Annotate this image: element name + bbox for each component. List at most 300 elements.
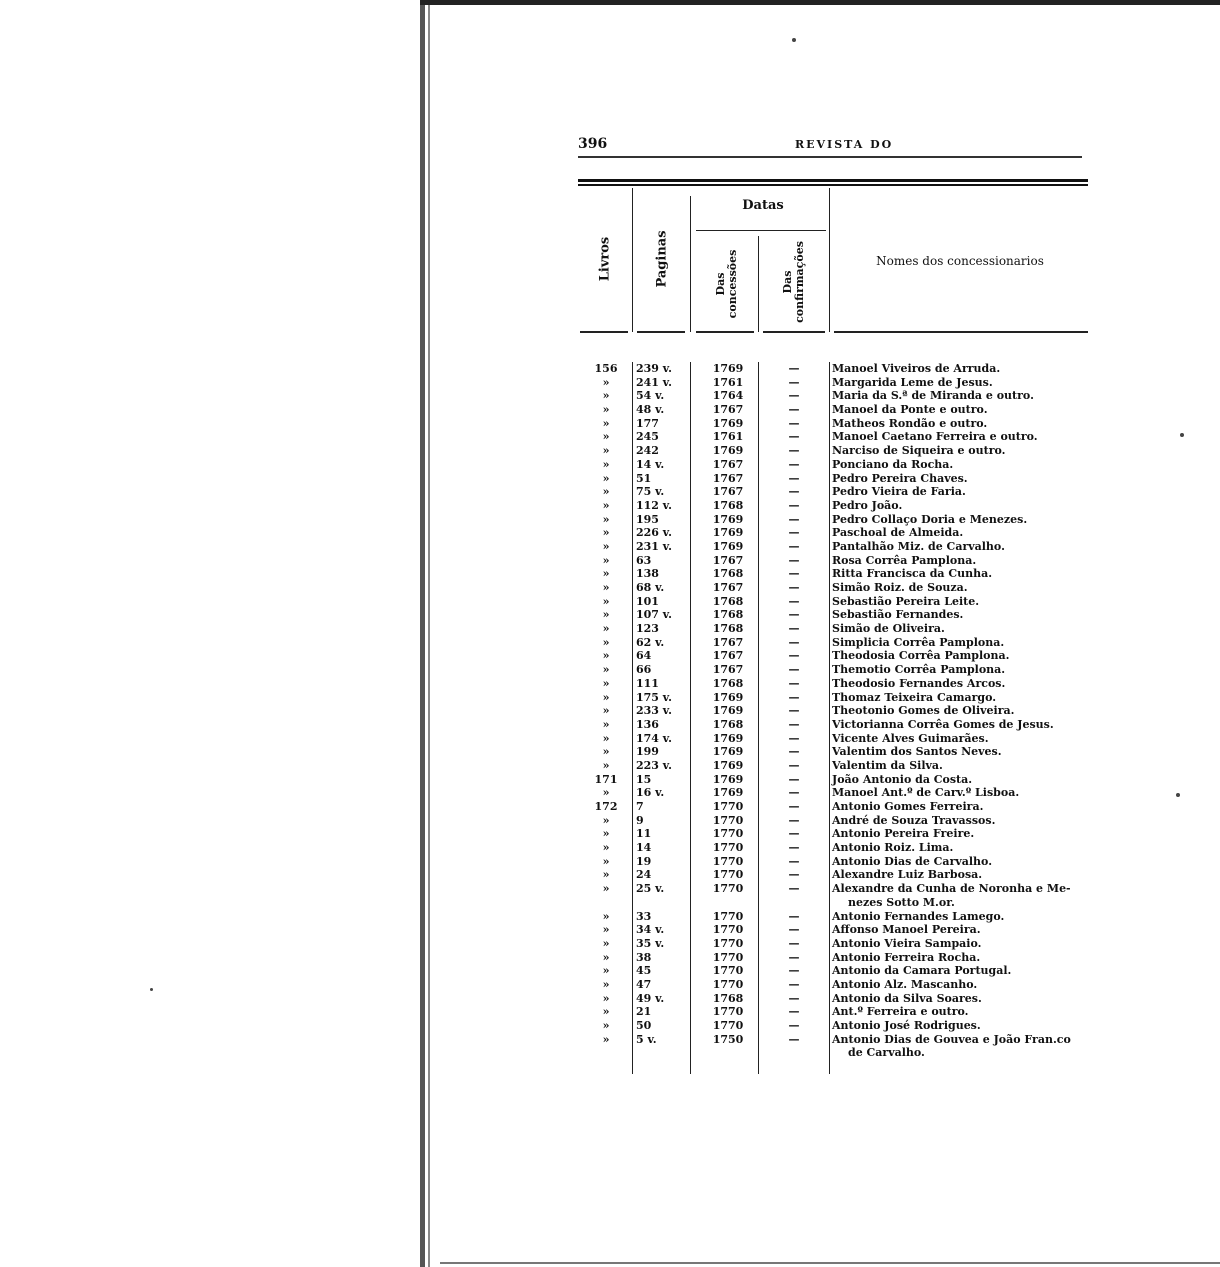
cell-concessao: 1750	[712, 1032, 744, 1046]
cell-nome: Manoel Viveiros de Arruda.	[832, 362, 1001, 375]
cell-pagina: 49 v.	[636, 991, 665, 1005]
cell-pagina: 54 v.	[636, 389, 665, 403]
cell-confirmacao: —	[788, 430, 800, 444]
table-row	[578, 1019, 1088, 1033]
cell-confirmacao: —	[788, 403, 800, 417]
col-divider	[690, 196, 691, 332]
cell-concessao: 1767	[712, 649, 744, 663]
header-rule	[578, 156, 1082, 158]
cell-confirmacao: —	[788, 690, 800, 704]
table-row	[578, 663, 1088, 677]
cell-concessao: 1769	[712, 772, 744, 786]
cell-confirmacao: —	[788, 498, 800, 512]
cell-nome: Ponciano da Rocha.	[832, 457, 954, 471]
cell-concessao: 1768	[712, 567, 744, 581]
cell-pagina: 241 v.	[636, 375, 672, 389]
cell-pagina: 223 v.	[636, 758, 672, 772]
cell-nome: Manoel da Ponte e outro.	[832, 403, 988, 417]
cell-livro: »	[602, 964, 610, 978]
cell-pagina: 25 v.	[636, 882, 665, 896]
cell-concessao: 1769	[712, 731, 744, 745]
cell-pagina: 24	[636, 868, 652, 882]
cell-pagina: 14	[636, 841, 652, 855]
cell-livro: »	[602, 950, 610, 964]
cell-nome: Pedro João.	[832, 498, 903, 512]
cell-nome: Antonio Dias de Carvalho.	[832, 854, 993, 868]
cell-confirmacao: —	[788, 553, 800, 567]
cell-confirmacao: —	[788, 704, 800, 718]
table-row	[578, 622, 1088, 636]
cell-livro: »	[602, 882, 610, 896]
table-row	[578, 636, 1088, 650]
header-underline	[637, 331, 685, 333]
cell-pagina: 226 v.	[636, 526, 672, 540]
cell-livro: 171	[594, 772, 618, 786]
cell-pagina: 107 v.	[636, 608, 672, 622]
table-row	[578, 745, 1088, 759]
cell-livro: »	[602, 827, 610, 841]
cell-livro: 172	[594, 800, 618, 813]
cell-nome: Pantalhão Miz. de Carvalho.	[832, 539, 1005, 553]
cell-livro: »	[602, 991, 610, 1005]
cell-concessao: 1768	[712, 608, 744, 622]
cell-pagina: 239 v.	[636, 362, 672, 375]
cell-confirmacao: —	[788, 800, 800, 813]
cell-livro: »	[602, 416, 610, 430]
cell-concessao: 1770	[712, 977, 744, 991]
cell-livro: »	[602, 498, 610, 512]
ink-speck	[792, 38, 796, 42]
cell-livro: »	[602, 375, 610, 389]
cell-pagina: 47	[636, 977, 652, 991]
cell-concessao: 1769	[712, 786, 744, 800]
table-row	[578, 964, 1088, 978]
table-row	[578, 773, 1088, 787]
table-row	[578, 910, 1088, 924]
table-row	[578, 978, 1088, 992]
cell-nome: Alexandre Luiz Barbosa.	[832, 868, 983, 882]
cell-livro: »	[602, 485, 610, 499]
cell-nome: Ritta Francisca da Cunha.	[832, 567, 993, 581]
table-row	[578, 732, 1088, 746]
cell-livro: »	[602, 813, 610, 827]
cell-confirmacao: —	[788, 649, 800, 663]
cell-livro: »	[602, 690, 610, 704]
cell-pagina: 123	[636, 622, 659, 636]
cell-confirmacao: —	[788, 416, 800, 430]
cell-concessao: 1769	[712, 758, 744, 772]
page-top-edge	[420, 0, 1220, 5]
cell-pagina: 64	[636, 649, 652, 663]
cell-livro: »	[602, 608, 610, 622]
table-row	[578, 759, 1088, 773]
table-row	[578, 362, 1088, 376]
cell-pagina: 50	[636, 1019, 652, 1032]
cell-nome: Pedro Pereira Chaves.	[832, 471, 968, 485]
cell-nome: Themotio Corrêa Pamplona.	[832, 663, 1006, 677]
cell-pagina: 63	[636, 553, 652, 567]
table-row	[578, 376, 1088, 390]
cell-confirmacao: —	[788, 827, 800, 841]
cell-nome: Theodosia Corrêa Pamplona.	[832, 649, 1010, 663]
book-spine-edge	[428, 0, 430, 1267]
cell-confirmacao: —	[788, 581, 800, 594]
cell-confirmacao: —	[788, 964, 800, 978]
cell-pagina: 62 v.	[636, 635, 665, 649]
col-header-nomes: Nomes dos concessionarios	[876, 254, 1044, 268]
cell-confirmacao: —	[788, 991, 800, 1005]
cell-concessao: 1767	[712, 663, 744, 677]
cell-confirmacao: —	[788, 567, 800, 581]
cell-concessao: 1764	[712, 389, 744, 403]
table-row	[578, 581, 1088, 595]
table-row	[578, 855, 1088, 869]
cell-confirmacao: —	[788, 362, 800, 375]
cell-confirmacao: —	[788, 635, 800, 649]
cell-pagina: 16 v.	[636, 786, 665, 800]
cell-livro: »	[602, 553, 610, 567]
cell-concessao: 1769	[712, 745, 744, 759]
cell-concessao: 1767	[712, 553, 744, 567]
cell-concessao: 1769	[712, 690, 744, 704]
cell-pagina: 112 v.	[636, 498, 672, 512]
cell-confirmacao: —	[788, 786, 800, 800]
cell-confirmacao: —	[788, 977, 800, 991]
cell-pagina: 51	[636, 471, 652, 485]
col-header-livros: Livros	[597, 236, 613, 282]
cell-concessao: 1770	[712, 800, 744, 813]
cell-concessao: 1768	[712, 594, 744, 608]
cell-concessao: 1769	[712, 416, 744, 430]
table-row	[578, 992, 1088, 1006]
header-underline	[696, 331, 754, 333]
cell-confirmacao: —	[788, 745, 800, 759]
cell-concessao: 1770	[712, 854, 744, 868]
cell-concessao: 1768	[712, 498, 744, 512]
table-row	[578, 882, 1088, 896]
ink-speck	[1180, 433, 1184, 437]
cell-livro: »	[602, 581, 610, 594]
cell-nome: João Antonio da Costa.	[832, 772, 973, 786]
cell-livro: »	[602, 731, 610, 745]
cell-livro: »	[602, 745, 610, 759]
col-header-datas: Datas	[742, 198, 784, 213]
cell-concessao: 1769	[712, 539, 744, 553]
cell-livro: »	[602, 594, 610, 608]
table-row	[578, 923, 1088, 937]
cell-confirmacao: —	[788, 731, 800, 745]
cell-nome-continuation: de Carvalho.	[848, 1046, 925, 1060]
cell-nome: Pedro Vieira de Faria.	[832, 485, 966, 499]
cell-concessao: 1767	[712, 635, 744, 649]
cell-livro: 156	[594, 362, 618, 375]
running-title: REVISTA DO	[795, 138, 894, 151]
cell-livro: »	[602, 635, 610, 649]
page-number: 396	[578, 136, 608, 152]
cell-livro: »	[602, 676, 610, 690]
header-underline	[763, 331, 825, 333]
table-row	[578, 649, 1088, 663]
table-row-continuation	[578, 896, 1088, 910]
cell-pagina: 174 v.	[636, 731, 672, 745]
cell-livro: »	[602, 526, 610, 540]
cell-concessao: 1767	[712, 581, 744, 594]
cell-pagina: 66	[636, 663, 652, 677]
ink-speck	[150, 988, 153, 991]
cell-concessao: 1770	[712, 868, 744, 882]
table-row	[578, 841, 1088, 855]
cell-livro: »	[602, 854, 610, 868]
cell-livro: »	[602, 841, 610, 855]
cell-concessao: 1769	[712, 444, 744, 458]
cell-livro: »	[602, 923, 610, 937]
table-row	[578, 937, 1088, 951]
cell-concessao: 1768	[712, 676, 744, 690]
cell-confirmacao: —	[788, 471, 800, 485]
col-header-paginas: Paginas	[654, 230, 670, 288]
cell-confirmacao: —	[788, 1032, 800, 1046]
cell-livro: »	[602, 430, 610, 444]
cell-concessao: 1767	[712, 471, 744, 485]
cell-pagina: 75 v.	[636, 485, 665, 499]
cell-concessao: 1769	[712, 526, 744, 540]
cell-confirmacao: —	[788, 854, 800, 868]
table-row	[578, 403, 1088, 417]
cell-pagina: 15	[636, 772, 652, 786]
cell-nome: Antonio Alz. Mascanho.	[832, 977, 978, 991]
table-row	[578, 526, 1088, 540]
cell-livro: »	[602, 1032, 610, 1046]
table-row	[578, 540, 1088, 554]
cell-livro: »	[602, 786, 610, 800]
col-divider	[758, 236, 759, 332]
cell-confirmacao: —	[788, 758, 800, 772]
cell-nome: Antonio Fernandes Lamego.	[832, 909, 1005, 923]
cell-nome-continuation: nezes Sotto M.or.	[848, 895, 955, 909]
cell-nome: Antonio Ferreira Rocha.	[832, 950, 981, 964]
table-row	[578, 814, 1088, 828]
table-row	[578, 444, 1088, 458]
table-body	[578, 362, 1088, 1060]
cell-pagina: 21	[636, 1005, 652, 1019]
cell-livro: »	[602, 622, 610, 636]
cell-nome: Theotonio Gomes de Oliveira.	[832, 704, 1015, 718]
table-row	[578, 691, 1088, 705]
table-row	[578, 499, 1088, 513]
cell-livro: »	[602, 444, 610, 458]
cell-nome: Antonio Dias de Gouvea e João Fran.co	[832, 1032, 1071, 1046]
cell-concessao: 1770	[712, 827, 744, 841]
datas-underline	[696, 230, 826, 231]
page-header	[578, 136, 1082, 156]
cell-pagina: 195	[636, 512, 659, 526]
cell-concessao: 1767	[712, 485, 744, 499]
cell-nome: Simplicia Corrêa Pamplona.	[832, 635, 1005, 649]
cell-confirmacao: —	[788, 841, 800, 855]
cell-concessao: 1769	[712, 512, 744, 526]
table-row	[578, 430, 1088, 444]
cell-livro: »	[602, 717, 610, 731]
table-row	[578, 718, 1088, 732]
cell-nome: Affonso Manoel Pereira.	[832, 923, 981, 937]
cell-livro: »	[602, 909, 610, 923]
cell-pagina: 5 v.	[636, 1032, 657, 1046]
cell-concessao: 1767	[712, 457, 744, 471]
cell-pagina: 245	[636, 430, 659, 444]
col-header-das-confirmacoes: Das confirmações	[781, 241, 806, 323]
cell-concessao: 1769	[712, 704, 744, 718]
cell-pagina: 199	[636, 745, 659, 759]
cell-livro: »	[602, 457, 610, 471]
cell-confirmacao: —	[788, 622, 800, 636]
cell-pagina: 7	[636, 800, 644, 813]
cell-livro: »	[602, 389, 610, 403]
table-top-rule	[578, 179, 1088, 182]
cell-nome: Thomaz Teixeira Camargo.	[832, 690, 997, 704]
page-bottom-edge	[440, 1262, 1220, 1264]
ink-speck	[1176, 793, 1180, 797]
table-top-rule-2	[578, 184, 1088, 186]
cell-pagina: 101	[636, 594, 659, 608]
cell-confirmacao: —	[788, 512, 800, 526]
cell-concessao: 1769	[712, 362, 744, 375]
table-row	[578, 1033, 1088, 1047]
cell-livro: »	[602, 403, 610, 417]
cell-pagina: 19	[636, 854, 652, 868]
cell-confirmacao: —	[788, 909, 800, 923]
cell-confirmacao: —	[788, 813, 800, 827]
cell-nome: Maria da S.ª de Miranda e outro.	[832, 389, 1034, 403]
cell-confirmacao: —	[788, 772, 800, 786]
cell-concessao: 1770	[712, 1019, 744, 1032]
table-row	[578, 608, 1088, 622]
cell-livro: »	[602, 704, 610, 718]
table-row	[578, 458, 1088, 472]
cell-pagina: 233 v.	[636, 704, 672, 718]
cell-concessao: 1770	[712, 1005, 744, 1019]
cell-concessao: 1770	[712, 936, 744, 950]
cell-concessao: 1770	[712, 882, 744, 896]
cell-confirmacao: —	[788, 539, 800, 553]
cell-pagina: 175 v.	[636, 690, 672, 704]
cell-confirmacao: —	[788, 389, 800, 403]
cell-livro: »	[602, 977, 610, 991]
table-row	[578, 677, 1088, 691]
cell-pagina: 242	[636, 444, 659, 458]
table-row	[578, 800, 1088, 814]
cell-nome: Antonio Roiz. Lima.	[832, 841, 954, 855]
cell-confirmacao: —	[788, 676, 800, 690]
table-row	[578, 951, 1088, 965]
cell-pagina: 9	[636, 813, 644, 827]
cell-pagina: 68 v.	[636, 581, 665, 594]
cell-nome: Valentim da Silva.	[832, 758, 943, 772]
cell-pagina: 177	[636, 416, 659, 430]
cell-nome: Margarida Leme de Jesus.	[832, 375, 993, 389]
cell-confirmacao: —	[788, 663, 800, 677]
cell-nome: Antonio da Camara Portugal.	[832, 964, 1012, 978]
cell-nome: Sebastião Fernandes.	[832, 608, 964, 622]
cell-confirmacao: —	[788, 1005, 800, 1019]
cell-nome: Valentim dos Santos Neves.	[832, 745, 1002, 759]
cell-pagina: 138	[636, 567, 659, 581]
cell-pagina: 14 v.	[636, 457, 665, 471]
cell-nome: Simão de Oliveira.	[832, 622, 945, 636]
table-row	[578, 827, 1088, 841]
cell-pagina: 48 v.	[636, 403, 665, 417]
cell-nome: Rosa Corrêa Pamplona.	[832, 553, 977, 567]
cell-nome: Vicente Alves Guimarães.	[832, 731, 989, 745]
cell-concessao: 1770	[712, 813, 744, 827]
cell-confirmacao: —	[788, 526, 800, 540]
table-row-continuation	[578, 1046, 1088, 1060]
cell-nome: Manoel Ant.º de Carv.º Lisboa.	[832, 786, 1020, 800]
cell-pagina: 111	[636, 676, 659, 690]
cell-pagina: 231 v.	[636, 539, 672, 553]
cell-confirmacao: —	[788, 950, 800, 964]
cell-pagina: 35 v.	[636, 936, 665, 950]
cell-livro: »	[602, 663, 610, 677]
cell-confirmacao: —	[788, 1019, 800, 1032]
cell-nome: Antonio Gomes Ferreira.	[832, 800, 984, 813]
cell-nome: Antonio Vieira Sampaio.	[832, 936, 982, 950]
table-row	[578, 417, 1088, 431]
cell-nome: Simão Roiz. de Souza.	[832, 581, 968, 594]
cell-confirmacao: —	[788, 882, 800, 896]
cell-livro: »	[602, 868, 610, 882]
cell-pagina: 136	[636, 717, 659, 731]
cell-livro: »	[602, 471, 610, 485]
cell-nome: Victorianna Corrêa Gomes de Jesus.	[832, 717, 1054, 731]
cell-nome: Matheos Rondão e outro.	[832, 416, 988, 430]
cell-concessao: 1768	[712, 991, 744, 1005]
cell-nome: André de Souza Travassos.	[832, 813, 996, 827]
col-divider	[632, 188, 633, 332]
cell-confirmacao: —	[788, 375, 800, 389]
cell-nome: Antonio Pereira Freire.	[832, 827, 975, 841]
cell-concessao: 1761	[712, 430, 744, 444]
cell-concessao: 1768	[712, 717, 744, 731]
cell-livro: »	[602, 512, 610, 526]
cell-confirmacao: —	[788, 923, 800, 937]
cell-concessao: 1770	[712, 950, 744, 964]
cell-concessao: 1768	[712, 622, 744, 636]
book-spine	[420, 0, 425, 1267]
table-row	[578, 786, 1088, 800]
table-row	[578, 868, 1088, 882]
cell-nome: Sebastião Pereira Leite.	[832, 594, 980, 608]
table-row	[578, 472, 1088, 486]
header-underline	[834, 331, 1088, 333]
cell-concessao: 1761	[712, 375, 744, 389]
cell-livro: »	[602, 1019, 610, 1032]
cell-confirmacao: —	[788, 936, 800, 950]
cell-concessao: 1767	[712, 403, 744, 417]
cell-nome: Paschoal de Almeida.	[832, 526, 964, 540]
cell-nome: Antonio da Silva Soares.	[832, 991, 982, 1005]
cell-confirmacao: —	[788, 485, 800, 499]
cell-nome: Antonio José Rodrigues.	[832, 1019, 981, 1032]
cell-livro: »	[602, 1005, 610, 1019]
cell-confirmacao: —	[788, 444, 800, 458]
cell-confirmacao: —	[788, 717, 800, 731]
cell-nome: Theodosio Fernandes Arcos.	[832, 676, 1006, 690]
cell-confirmacao: —	[788, 868, 800, 882]
cell-pagina: 34 v.	[636, 923, 665, 937]
cell-nome: Alexandre da Cunha de Noronha e Me-	[832, 882, 1071, 896]
cell-livro: »	[602, 567, 610, 581]
col-header-das-concessoes: Das concessões	[714, 249, 739, 319]
